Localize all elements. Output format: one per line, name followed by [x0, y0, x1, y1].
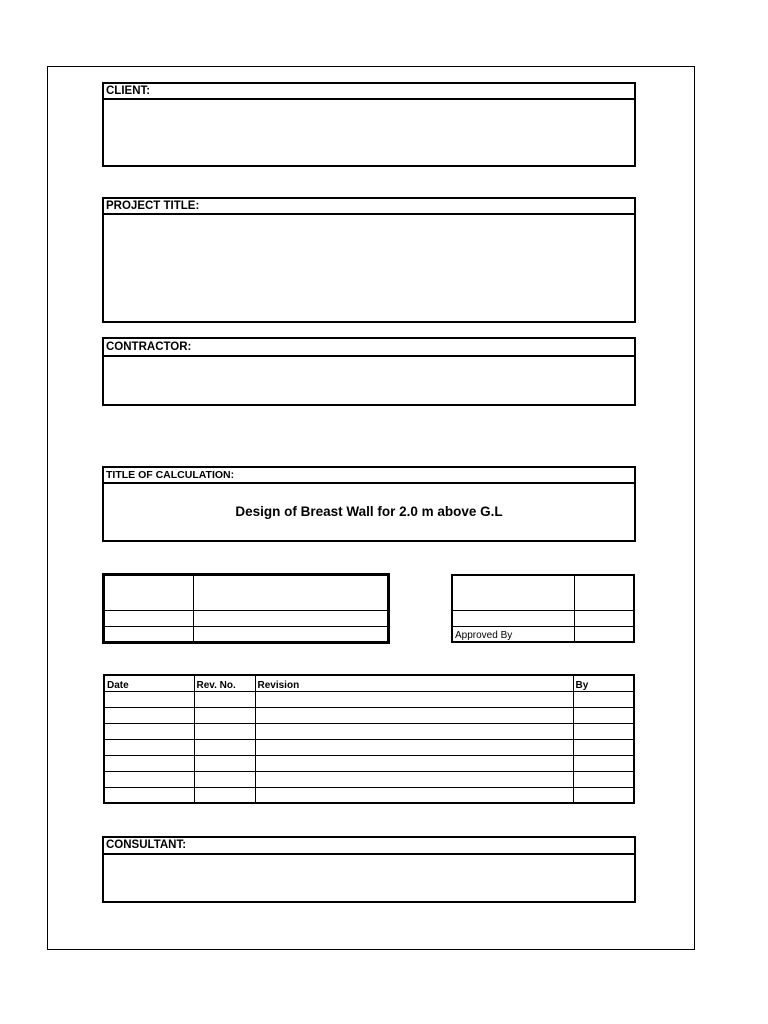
revision-cell-revision	[255, 707, 573, 723]
signoff-cell	[452, 610, 574, 626]
revision-cell-date	[104, 723, 194, 739]
approved-by-value	[574, 626, 634, 642]
table-row	[104, 771, 634, 787]
revision-table	[103, 674, 635, 804]
rev-no-header: Rev. No.	[194, 675, 255, 691]
revision-cell-rev-no	[194, 771, 255, 787]
revision-cell-by	[573, 723, 634, 739]
revision-cell-by	[573, 739, 634, 755]
table-row	[104, 723, 634, 739]
revision-cell-date	[104, 787, 194, 803]
revision-cell-by	[573, 707, 634, 723]
revision-cell-rev-no	[194, 739, 255, 755]
revision-cell-revision	[255, 787, 573, 803]
client-section	[102, 82, 636, 167]
revision-header-row	[104, 675, 634, 691]
consultant-section	[102, 836, 636, 903]
signoff-table-right	[451, 574, 635, 643]
revision-cell-rev-no	[194, 755, 255, 771]
revision-cell-date	[104, 739, 194, 755]
signoff-cell	[574, 610, 634, 626]
date-header: Date	[104, 675, 194, 691]
revision-cell-revision	[255, 771, 573, 787]
project-title-value	[104, 215, 634, 223]
table-row	[104, 739, 634, 755]
revision-cell-date	[104, 691, 194, 707]
approved-by-label: Approved By	[452, 626, 574, 642]
contractor-label: CONTRACTOR:	[104, 339, 634, 357]
revision-cell-rev-no	[194, 787, 255, 803]
signoff-cell	[452, 575, 574, 610]
signoff-cell	[574, 575, 634, 610]
signoff-cell	[104, 610, 193, 626]
revision-cell-date	[104, 755, 194, 771]
revision-cell-rev-no	[194, 691, 255, 707]
table-row	[104, 755, 634, 771]
revision-cell-revision	[255, 723, 573, 739]
signoff-cell	[193, 610, 388, 626]
revision-cell-by	[573, 691, 634, 707]
table-row	[104, 691, 634, 707]
project-title-label: PROJECT TITLE:	[104, 199, 634, 215]
calculation-title-value: Design of Breast Wall for 2.0 m above G.L	[235, 504, 503, 519]
calculation-title-section	[102, 466, 636, 542]
client-value	[104, 100, 634, 108]
consultant-label: CONSULTANT:	[104, 838, 634, 855]
signoff-cell	[193, 575, 388, 610]
by-header: By	[573, 675, 634, 691]
revision-cell-by	[573, 787, 634, 803]
revision-cell-by	[573, 771, 634, 787]
client-label: CLIENT:	[104, 84, 634, 100]
contractor-value	[104, 357, 634, 365]
revision-cell-revision	[255, 691, 573, 707]
consultant-value	[104, 855, 634, 863]
revision-cell-revision	[255, 755, 573, 771]
revision-cell-date	[104, 707, 194, 723]
revision-cell-date	[104, 771, 194, 787]
revision-header: Revision	[255, 675, 573, 691]
signoff-table-left	[103, 574, 389, 643]
revision-cell-revision	[255, 739, 573, 755]
revision-cell-rev-no	[194, 707, 255, 723]
calculation-title-label: TITLE OF CALCULATION:	[104, 468, 634, 484]
table-row	[104, 787, 634, 803]
signoff-cell	[104, 626, 193, 642]
contractor-section	[102, 337, 636, 406]
project-title-section	[102, 197, 636, 323]
table-row	[104, 707, 634, 723]
revision-cell-rev-no	[194, 723, 255, 739]
revision-cell-by	[573, 755, 634, 771]
signoff-cell	[104, 575, 193, 610]
signoff-cell	[193, 626, 388, 642]
